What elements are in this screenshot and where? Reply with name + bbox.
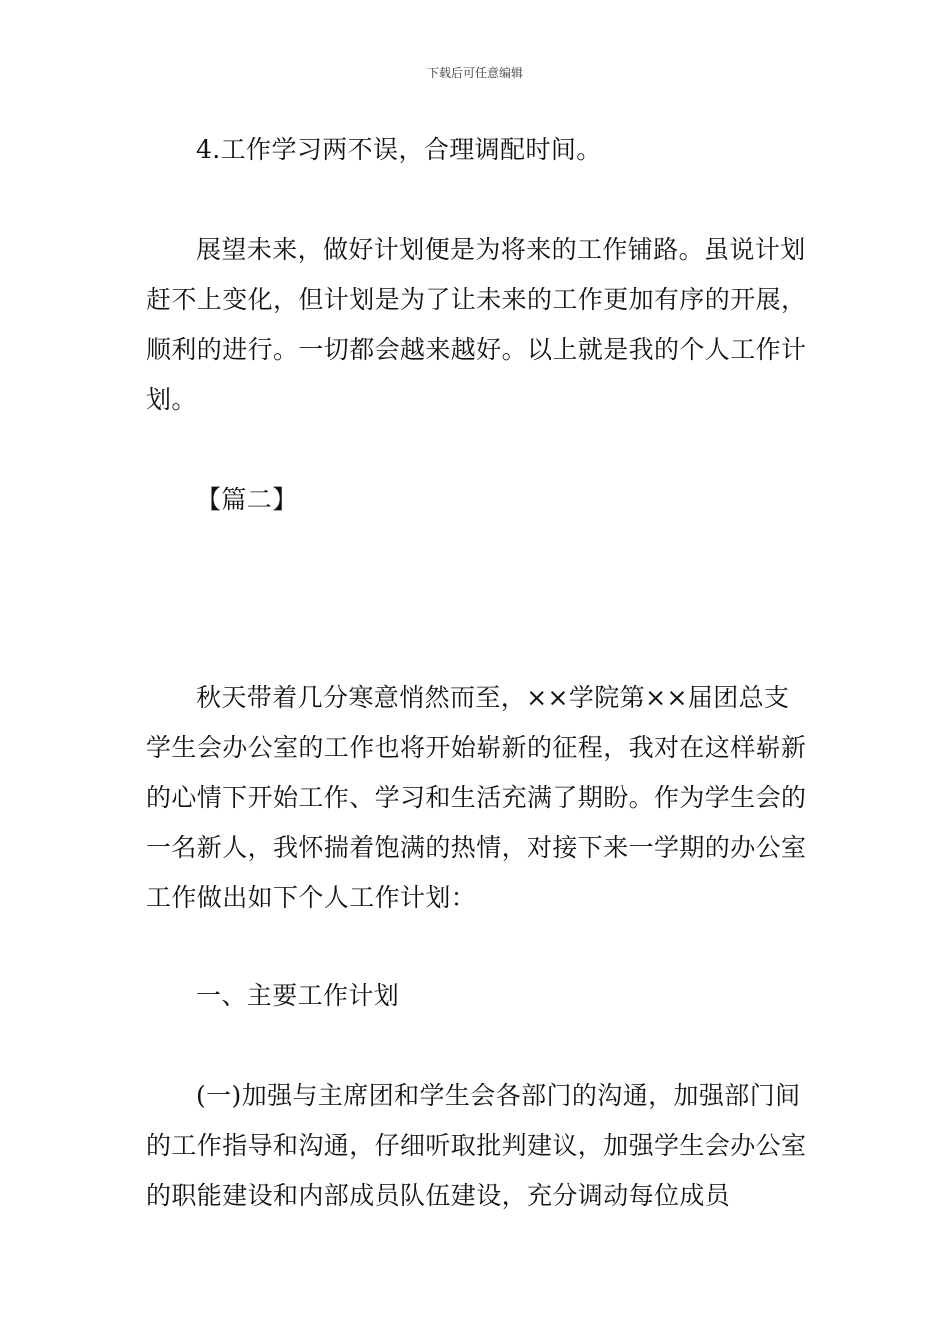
paragraph-plan-item-1: (一)加强与主席团和学生会各部门的沟通，加强部门间的工作指导和沟通，仔细听取批判建议，加强学生会办公室的职能建设和内部成员队伍建设，充分调动每位成员	[146, 1081, 807, 1210]
paragraph-intro: 秋天带着几分寒意悄然而至，××学院第××届团总支学生会办公室的工作也将开始崭新的征程，我对在这样崭新的心情下开始工作、学习和生活充满了期盼。作为学生会的一名新人，我怀揣着饱满的热情，对接下来一学期的办公室工作做出如下个人工作计划：	[146, 683, 807, 912]
heading-main-work-plan: 一、主要工作计划	[196, 981, 400, 1010]
page-header: 下载后可任意编辑	[426, 66, 523, 80]
section-heading-part-two: 【篇二】	[196, 485, 298, 514]
paragraph-item-4: 4.工作学习两不误，合理调配时间。	[196, 135, 602, 164]
paragraph-outlook: 展望未来，做好计划便是为将来的工作铺路。虽说计划赶不上变化，但计划是为了让未来的工作更加有序的开展，顺利的进行。一切都会越来越好。以上就是我的个人工作计划。	[146, 235, 807, 414]
